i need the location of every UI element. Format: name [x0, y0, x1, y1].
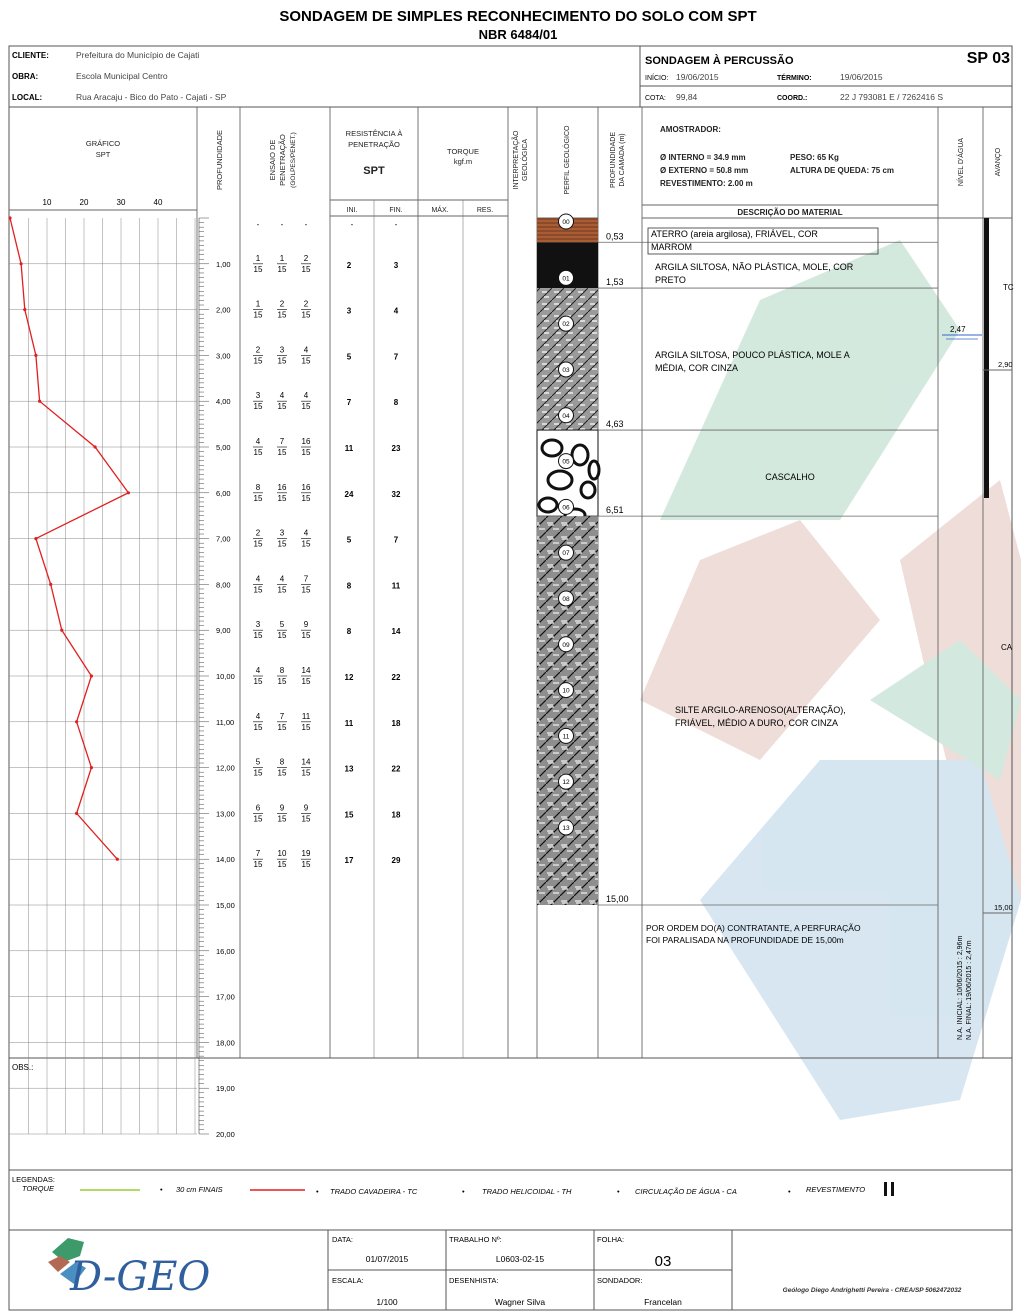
sample-number: 12 — [562, 779, 570, 787]
penetracao-value: 15 — [277, 631, 287, 641]
layer-depth: 1,53 — [606, 277, 624, 288]
golpes-value: 10 — [277, 849, 287, 859]
penetracao-value: 15 — [301, 539, 311, 549]
chart-tick-label: 30 — [116, 198, 126, 207]
golpes-value: 5 — [255, 757, 261, 767]
golpes-value: 4 — [279, 574, 285, 584]
golpes-value: 16 — [301, 482, 311, 492]
spt-fin-value: 4 — [393, 306, 399, 316]
depth-label: 8,00 — [216, 580, 231, 590]
golpes-value: 14 — [301, 757, 311, 767]
spt-fin-value: 32 — [391, 489, 401, 499]
depth-label: 7,00 — [216, 534, 231, 544]
local-value: Rua Aracaju - Bico do Pato - Cajati - SP — [76, 92, 227, 102]
penetracao-value: 15 — [277, 722, 287, 732]
gravel-blob — [572, 445, 588, 465]
depth-label: 10,00 — [216, 672, 235, 681]
spt-fin-value: 7 — [393, 535, 399, 545]
layer-description: MÉDIA, COR CINZA — [655, 363, 739, 373]
legend-ca: CIRCULAÇÃO DE ÁGUA - CA — [635, 1187, 737, 1196]
sample-number: 01 — [562, 275, 570, 283]
depth-label: 1,00 — [216, 259, 231, 269]
depth-label: 13,00 — [216, 809, 235, 819]
avanco-mark-1: 2,90 — [998, 360, 1013, 369]
penetracao-value: 15 — [301, 814, 311, 824]
empty-cell-dash: - — [394, 220, 398, 229]
ensaio-header-3: (GOLPES/PENET.) — [290, 132, 297, 188]
golpes-value: 4 — [255, 574, 261, 584]
amostrador-revestimento: REVESTIMENTO: 2.00 m — [660, 179, 753, 188]
layer-depth: 4,63 — [606, 419, 624, 430]
penetracao-value: 15 — [277, 402, 287, 412]
chart-tick-label: 20 — [79, 198, 89, 207]
golpes-value: 16 — [277, 482, 287, 492]
cliente-label: CLIENTE: — [12, 51, 49, 60]
spt-fin-value: 23 — [391, 444, 401, 453]
spt-ini-value: 24 — [344, 489, 354, 499]
grafico-header: GRÁFICO — [85, 139, 121, 148]
golpes-value: 7 — [279, 437, 285, 446]
trabalho-label: TRABALHO Nº: — [449, 1235, 502, 1244]
spt-fin-value: 3 — [393, 260, 399, 270]
spt-ini-value: 5 — [346, 535, 352, 545]
geologo-signature: Geólogo Diego Andrighetti Pereira - CREA/SP 5062472032 — [782, 1287, 962, 1294]
penetracao-value: 15 — [301, 493, 311, 503]
revestimento-bar — [984, 218, 989, 498]
obra-value: Escola Municipal Centro — [76, 71, 168, 81]
legend-rev: REVESTIMENTO — [806, 1185, 866, 1194]
spt-point — [90, 674, 93, 677]
penetracao-value: 15 — [277, 768, 287, 778]
resistencia-spt-header: SPT — [363, 165, 385, 177]
max-header: MÁX. — [431, 207, 449, 214]
golpes-value: 9 — [303, 620, 309, 630]
penetracao-value: 15 — [253, 448, 263, 457]
golpes-value: 1 — [255, 299, 261, 309]
penetracao-value: 15 — [253, 722, 263, 732]
sample-number: 11 — [562, 733, 570, 741]
silte-fill — [537, 516, 598, 905]
penetracao-value: 15 — [253, 493, 263, 503]
legend-torque: TORQUE — [22, 1184, 54, 1193]
ensaio-header-2: PENETRAÇÃO — [278, 134, 287, 186]
gravel-blob — [589, 461, 599, 479]
penetracao-value: 15 — [277, 677, 287, 686]
spt-point — [60, 629, 63, 632]
sample-number: 06 — [562, 504, 570, 512]
penetracao-value: 15 — [301, 860, 311, 870]
spt-point — [34, 537, 37, 540]
depth-scale — [199, 218, 235, 1139]
sample-number: 05 — [562, 458, 570, 466]
penetracao-value: 15 — [301, 585, 311, 595]
legend-dot-2: • — [316, 1187, 319, 1196]
golpes-value: 19 — [301, 849, 311, 859]
golpes-value: 8 — [279, 666, 285, 675]
spt-point — [94, 445, 97, 448]
avanco-tc: TC — [1003, 283, 1014, 292]
cota-value: 99,84 — [676, 92, 698, 102]
empty-cell-dash: - — [256, 220, 260, 229]
golpes-value: 1 — [279, 253, 285, 263]
golpes-value: 4 — [279, 391, 285, 401]
spt-fin-value: 14 — [391, 627, 401, 637]
ensaio-header-1: ENSAIO DE — [268, 139, 277, 181]
golpes-value: 4 — [255, 666, 261, 675]
coord-value: 22 J 793081 E / 7262416 S — [840, 92, 944, 102]
legend-rev-bar-2 — [891, 1182, 894, 1196]
golpes-value: 9 — [303, 803, 309, 813]
spt-fin-value: 8 — [393, 398, 399, 408]
golpes-value: 7 — [279, 711, 285, 721]
golpes-value: 2 — [279, 299, 285, 309]
spt-ini-value: 17 — [344, 856, 354, 866]
layer-description: FRIÁVEL, MÉDIO A DURO, COR CINZA — [675, 718, 839, 728]
amostrador-title: AMOSTRADOR: — [660, 125, 721, 134]
penetracao-value: 15 — [277, 493, 287, 503]
spt-point — [49, 583, 52, 586]
sondagem-title: SONDAGEM À PERCUSSÃO — [645, 55, 794, 67]
chart-tick-label: 40 — [153, 198, 163, 207]
golpes-value: 2 — [303, 299, 309, 309]
golpes-value: 3 — [255, 391, 261, 401]
spt-ini-value: 15 — [344, 810, 354, 820]
layer-depth: 15,00 — [606, 894, 629, 904]
final-note: FOI PARALISADA NA PROFUNDIDADE DE 15,00m — [646, 935, 844, 945]
penetracao-value: 15 — [253, 585, 263, 595]
sample-number: 03 — [562, 366, 570, 374]
empty-cell-dash: - — [350, 220, 354, 229]
torque-unit: kgf.m — [453, 157, 473, 166]
report-title: SONDAGEM DE SIMPLES RECONHECIMENTO DO SOLO COM SPT — [279, 8, 757, 25]
spt-fin-value: 22 — [391, 673, 401, 682]
spt-ini-value: 7 — [346, 398, 352, 408]
layer-description: MARROM — [651, 242, 692, 252]
sample-number: 08 — [562, 595, 570, 603]
golpes-value: 11 — [301, 711, 311, 721]
penetracao-value: 15 — [253, 402, 263, 412]
golpes-value: 9 — [279, 803, 285, 813]
layer-description: SILTE ARGILO-ARENOSO(ALTERAÇÃO), — [675, 705, 846, 715]
penetracao-value: 15 — [301, 264, 311, 274]
spt-point — [75, 720, 78, 723]
escala-value: 1/100 — [376, 1297, 398, 1307]
penetracao-value: 15 — [253, 814, 263, 824]
penetracao-value: 15 — [253, 860, 263, 870]
penetracao-value: 15 — [301, 448, 311, 457]
golpes-value: 4 — [303, 391, 309, 401]
depth-label: 15,00 — [216, 901, 235, 910]
spt-ini-value: 8 — [346, 581, 352, 591]
depth-label: 12,00 — [216, 763, 235, 773]
spt-ini-value: 2 — [346, 260, 352, 270]
golpes-value: 1 — [255, 253, 261, 263]
spt-point — [23, 308, 26, 311]
sondador-label: SONDADOR: — [597, 1276, 643, 1285]
inicio-value: 19/06/2015 — [676, 72, 719, 82]
data-value: 01/07/2015 — [365, 1254, 409, 1264]
golpes-value: 14 — [301, 666, 311, 675]
spt-ini-value: 3 — [346, 306, 352, 316]
golpes-value: 3 — [279, 528, 285, 538]
layer-description: CASCALHO — [765, 472, 815, 482]
obra-label: OBRA: — [12, 72, 39, 81]
penetracao-value: 15 — [277, 539, 287, 549]
penetracao-value: 15 — [277, 585, 287, 595]
chart-tick-label: 10 — [42, 198, 52, 207]
folha-label: FOLHA: — [597, 1235, 625, 1244]
golpes-value: 3 — [279, 345, 285, 355]
depth-label: 2,00 — [216, 305, 231, 315]
local-label: LOCAL: — [12, 93, 43, 102]
gravel-blob — [539, 498, 557, 512]
penetracao-value: 15 — [277, 814, 287, 824]
spt-point — [8, 216, 11, 219]
golpes-value: 4 — [303, 528, 309, 538]
prof-camada-header-1: PROFUNDIDADE — [610, 131, 617, 189]
layer-description: ATERRO (areia argilosa), FRIÁVEL, COR — [651, 229, 818, 239]
penetration-tests — [253, 220, 401, 869]
fin-header: FIN. — [389, 207, 403, 214]
penetracao-value: 15 — [253, 631, 263, 641]
amostrador-interno: Ø INTERNO = 34.9 mm — [660, 153, 746, 162]
sample-number: 07 — [562, 550, 570, 558]
golpes-value: 3 — [255, 620, 261, 630]
amostrador-block — [660, 125, 894, 188]
legend-dot-1: • — [160, 1185, 163, 1194]
sample-number: 04 — [562, 412, 570, 420]
avanco-header: AVANÇO — [995, 147, 1002, 177]
depth-label: 9,00 — [216, 626, 231, 636]
depth-label: 16,00 — [216, 946, 235, 956]
report-norm: NBR 6484/01 — [478, 27, 558, 42]
spt-ini-value: 12 — [344, 673, 354, 682]
grafico-spt-header: SPT — [95, 150, 111, 159]
penetracao-value: 15 — [301, 768, 311, 778]
spt-ini-value: 11 — [344, 444, 354, 453]
legend-th: TRADO HELICOIDAL - TH — [482, 1187, 572, 1196]
golpes-value: 7 — [303, 574, 309, 584]
golpes-value: 8 — [255, 482, 261, 492]
legend-tc: TRADO CAVADEIRA - TC — [330, 1187, 418, 1196]
spt-chart-ticks — [43, 198, 163, 207]
resistencia-header-1: RESISTÊNCIA À — [345, 129, 403, 138]
water-inicial: N.A. INICIAL: 10/06/2015 : 2,96m — [957, 935, 964, 1040]
depth-label: 18,00 — [216, 1038, 235, 1048]
legend-rev-bar-1 — [884, 1182, 887, 1196]
termino-value: 19/06/2015 — [840, 72, 883, 82]
avanco-ca: CA — [1001, 643, 1013, 652]
water-level-value: 2,47 — [950, 325, 966, 334]
sample-number: 02 — [562, 321, 570, 329]
header-block — [9, 46, 1012, 107]
cota-label: COTA: — [645, 95, 666, 102]
penetracao-value: 15 — [253, 768, 263, 778]
depth-label: 4,00 — [216, 397, 231, 407]
spt-fin-value: 7 — [393, 352, 399, 362]
depth-label: 20,00 — [216, 1130, 235, 1139]
penetracao-value: 15 — [253, 539, 263, 549]
amostrador-peso: PESO: 65 Kg — [790, 153, 839, 162]
penetracao-value: 15 — [253, 264, 263, 274]
penetracao-value: 15 — [277, 448, 287, 457]
termino-label: TÉRMINO: — [777, 75, 812, 82]
depth-label: 3,00 — [216, 351, 231, 361]
golpes-value: 6 — [255, 803, 261, 813]
spt-point — [38, 400, 41, 403]
golpes-value: 5 — [279, 620, 285, 630]
coord-label: COORD.: — [777, 95, 808, 102]
penetracao-value: 15 — [301, 402, 311, 412]
layer-depth: 6,51 — [606, 505, 624, 516]
penetracao-value: 15 — [253, 310, 263, 320]
sample-number: 10 — [562, 687, 570, 695]
golpes-value: 7 — [255, 849, 261, 859]
sp-id: SP 03 — [966, 50, 1010, 67]
sondador-value: Francelan — [644, 1297, 682, 1307]
depth-label: 5,00 — [216, 443, 231, 452]
depth-label: 11,00 — [216, 717, 235, 727]
obs-label: OBS.: — [12, 1063, 34, 1072]
final-note: POR ORDEM DO(A) CONTRATANTE, A PERFURAÇÃO — [646, 923, 861, 933]
spt-point — [116, 858, 119, 861]
spt-ini-value: 11 — [344, 718, 354, 728]
amostrador-externo: Ø EXTERNO = 50.8 mm — [660, 166, 749, 175]
empty-cell-dash: - — [280, 220, 284, 229]
penetracao-value: 15 — [301, 356, 311, 366]
gravel-blob — [542, 440, 562, 456]
golpes-value: 16 — [301, 437, 311, 446]
depth-label: 14,00 — [216, 855, 235, 865]
penetracao-value: 15 — [301, 677, 311, 686]
golpes-value: 4 — [303, 345, 309, 355]
penetracao-value: 15 — [277, 310, 287, 320]
descricao-header: DESCRIÇÃO DO MATERIAL — [737, 208, 843, 217]
amostrador-altura: ALTURA DE QUEDA: 75 cm — [790, 166, 895, 175]
depth-label: 6,00 — [216, 488, 231, 498]
legend — [12, 1175, 894, 1196]
spt-fin-value: 18 — [391, 810, 401, 820]
trabalho-value: L0603-02-15 — [495, 1254, 545, 1264]
legend-title: LEGENDAS: — [12, 1175, 55, 1184]
golpes-value: 2 — [303, 253, 309, 263]
gravel-blob — [581, 482, 595, 498]
layer-description: ARGILA SILTOSA, NÃO PLÁSTICA, MOLE, COR — [655, 262, 854, 272]
desenhista-label: DESENHISTA: — [449, 1276, 499, 1285]
ini-header: INI. — [346, 207, 358, 214]
nivel-header: NÍVEL D'ÁGUA — [958, 137, 965, 187]
legend-dot-5: • — [788, 1187, 791, 1196]
depth-label: 17,00 — [216, 992, 235, 1002]
profundidade-header: PROFUNDIDADE — [215, 129, 224, 191]
spt-fin-value: 22 — [391, 764, 401, 774]
legend-dot-3: • — [462, 1187, 465, 1196]
sample-number: 13 — [562, 824, 570, 832]
golpes-value: 8 — [279, 757, 285, 767]
spt-point — [75, 812, 78, 815]
depth-label: 19,00 — [216, 1084, 235, 1094]
golpes-value: 2 — [255, 345, 261, 355]
layer-description: PRETO — [655, 275, 686, 285]
penetracao-value: 15 — [253, 677, 263, 686]
spt-point — [127, 491, 130, 494]
interpretacao-header-2: GEOLÓGICA — [522, 138, 529, 182]
res-header: RES. — [476, 207, 494, 214]
prof-camada-header-2: DA CAMADA (m) — [619, 133, 626, 187]
resistencia-header-2: PENETRAÇÃO — [348, 140, 400, 149]
penetracao-value: 15 — [277, 264, 287, 274]
interpretacao-header-1: INTERPRETAÇÃO — [513, 130, 520, 190]
empty-cell-dash: - — [304, 220, 308, 229]
footer — [9, 1230, 1012, 1310]
folha-value: 03 — [654, 1253, 672, 1270]
spt-fin-value: 18 — [391, 718, 401, 728]
escala-label: ESCALA: — [332, 1276, 364, 1285]
water-final: N.A. FINAL: 19/06/2015 : 2,47m — [966, 940, 973, 1040]
legend-finais: 30 cm FINAIS — [176, 1185, 223, 1194]
golpes-value: 4 — [255, 711, 261, 721]
penetracao-value: 15 — [277, 356, 287, 366]
penetracao-value: 15 — [301, 631, 311, 641]
sample-number: 00 — [562, 218, 570, 226]
spt-point — [20, 262, 23, 265]
spt-ini-value: 8 — [346, 627, 352, 637]
golpes-value: 2 — [255, 528, 261, 538]
perfil-header: PERFIL GEOLÓGICO — [564, 125, 571, 195]
penetracao-value: 15 — [277, 860, 287, 870]
torque-header: TORQUE — [447, 147, 479, 156]
data-label: DATA: — [332, 1235, 353, 1244]
desenhista-value: Wagner Silva — [494, 1297, 546, 1307]
legend-dot-4: • — [617, 1187, 620, 1196]
sample-number: 09 — [562, 641, 570, 649]
spt-ini-value: 13 — [344, 764, 354, 774]
avanco-mark-2: 15,00 — [994, 903, 1013, 912]
spt-point — [34, 354, 37, 357]
spt-point — [90, 766, 93, 769]
layer-depth: 0,53 — [606, 231, 624, 242]
layer-description: ARGILA SILTOSA, POUCO PLÁSTICA, MOLE A — [655, 350, 850, 360]
inicio-label: INÍCIO: — [645, 75, 669, 82]
spt-fin-value: 11 — [391, 581, 401, 591]
logo-text: D-GEO — [70, 1254, 211, 1300]
penetracao-value: 15 — [301, 722, 311, 732]
gravel-blob — [548, 471, 572, 489]
spt-ini-value: 5 — [346, 352, 352, 362]
spt-fin-value: 29 — [391, 856, 401, 866]
golpes-value: 4 — [255, 437, 261, 446]
dgeo-logo — [48, 1238, 210, 1300]
cliente-value: Prefeitura do Município de Cajati — [76, 50, 200, 60]
penetracao-value: 15 — [253, 356, 263, 366]
penetracao-value: 15 — [301, 310, 311, 320]
